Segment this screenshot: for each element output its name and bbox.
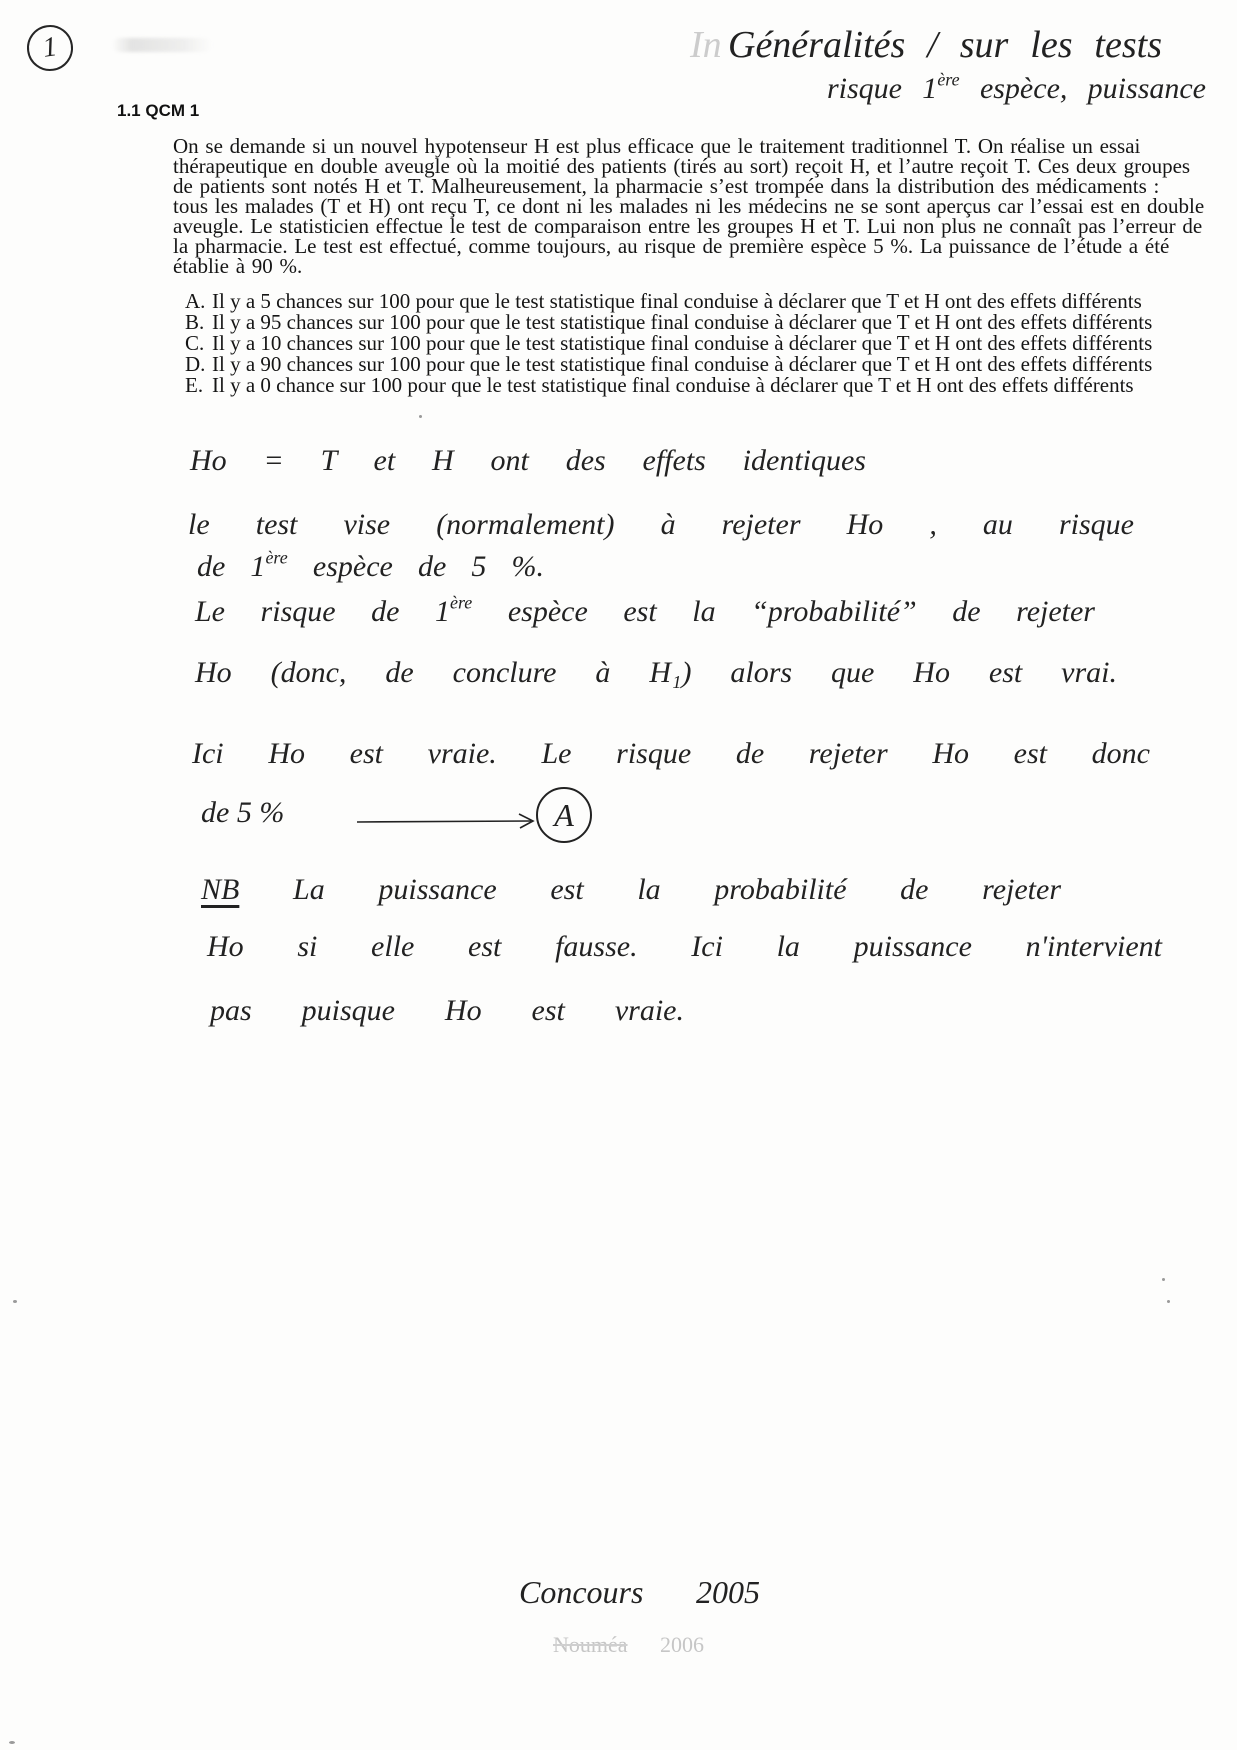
statement-line: établie à 90 %.: [173, 254, 303, 278]
handwritten-note-line: Ho (donc, de conclure à H₁) alors que Ho est vrai.: [195, 656, 1117, 689]
note-superscript: ère: [449, 592, 473, 613]
option-text: Il y a 90 chances sur 100 pour que le test statistique final conduise à déclarer que T et H ont des effets différents: [212, 352, 1153, 376]
answer-circle: [536, 787, 592, 843]
subtitle-superscript: ère: [937, 69, 960, 90]
option-label: A.: [185, 289, 206, 313]
handwritten-note-line: pas puisque Ho est vraie.: [210, 994, 684, 1027]
option-text: Il y a 95 chances sur 100 pour que le test statistique final conduise à déclarer que T et H ont des effets différents: [212, 310, 1153, 334]
handwritten-note-line: [195, 594, 1095, 630]
scan-speck: [419, 415, 422, 418]
subtitle-part: risque 1: [827, 72, 938, 105]
option-text: Il y a 10 chances sur 100 pour que le test statistique final conduise à déclarer que T et H ont des effets différents: [212, 331, 1153, 355]
scan-speck: [1167, 1300, 1170, 1303]
faint-smudge: [112, 38, 212, 52]
question-statement: [173, 136, 1204, 276]
handwritten-title: Généralités / sur les tests: [728, 24, 1162, 66]
footer-place: Nouméa: [553, 1632, 628, 1657]
option-label: E.: [185, 373, 204, 397]
note-part: de 1: [197, 550, 266, 583]
handwritten-note-line: [201, 872, 1061, 908]
note-superscript: ère: [265, 547, 288, 568]
footer-year: 2006: [660, 1632, 704, 1657]
scan-speck: [9, 1741, 15, 1744]
title-faint-prefix: In: [690, 24, 722, 66]
handwritten-note-line: [197, 549, 544, 585]
answer-letter: A: [554, 796, 574, 833]
note-part: espèce est la “probabilité” de rejeter: [472, 595, 1095, 628]
subtitle-part: espèce, puissance: [959, 72, 1206, 105]
question-heading: 1.1 QCM 1: [117, 101, 200, 120]
statement-line: thérapeutique en double aveugle où la moitié des patients (tirés au sort) reçoit H, et l’autre reçoit T. Ces deux groupes: [173, 154, 1191, 178]
option-label: B.: [185, 310, 205, 334]
option-text: Il y a 5 chances sur 100 pour que le test statistique final conduise à déclarer que T et H ont des effets différents: [212, 289, 1142, 313]
handwritten-note-line: Ici Ho est vraie. Le risque de rejeter Ho est donc: [192, 737, 1150, 770]
scan-speck: [1162, 1278, 1165, 1281]
scan-speck: [13, 1300, 17, 1303]
statement-line: aveugle. Le statisticien effectue le test de comparaison entre les groupes H et T. Lui non plus ne connaît pas l’erreur de: [173, 214, 1203, 238]
option-text: Il y a 0 chance sur 100 pour que le test statistique final conduise à déclarer que T et H ont des effets différents: [212, 373, 1134, 397]
handwritten-note-line: Ho si elle est fausse. Ici la puissance n'intervient: [207, 930, 1162, 963]
statement-line: tous les malades (T et H) ont reçu T, ce dont ni les malades ni les médecins ne se sont aperçus car l’essai est en double: [173, 194, 1205, 218]
statement-line: la pharmacie. Le test est effectué, comme toujours, au risque de première espèce 5 %. La puissance de l’étude a été: [173, 234, 1170, 258]
arrow-right-icon: [355, 808, 537, 834]
option-label: C.: [185, 331, 205, 355]
statement-line: On se demande si un nouvel hypotenseur H est plus efficace que le traitement traditionnel T. On réalise un essai: [173, 134, 1141, 158]
statement-line: de patients sont notés H et T. Malheureusement, la pharmacie s’est trompée dans la distribution des médicaments :: [173, 174, 1160, 198]
handwritten-subtitle: [827, 71, 1206, 107]
option-label: D.: [185, 352, 206, 376]
page-number: 1: [40, 31, 60, 64]
nb-label: NB: [201, 873, 240, 906]
note-part: Le risque de 1: [195, 595, 450, 628]
page-number-circle: [24, 22, 76, 74]
printed-footer: [553, 1632, 704, 1658]
handwritten-note-line: le test vise (normalement) à rejeter Ho , au risque: [188, 508, 1134, 541]
handwritten-note-line: Ho = T et H ont des effets identiques: [190, 444, 866, 477]
note-part: La puissance est la probabilité de rejeter: [293, 873, 1062, 906]
note-part: espèce de 5 %.: [287, 550, 544, 583]
handwritten-note-line: de 5 %: [201, 796, 285, 829]
handwritten-footer: Concours 2005: [519, 1574, 760, 1610]
